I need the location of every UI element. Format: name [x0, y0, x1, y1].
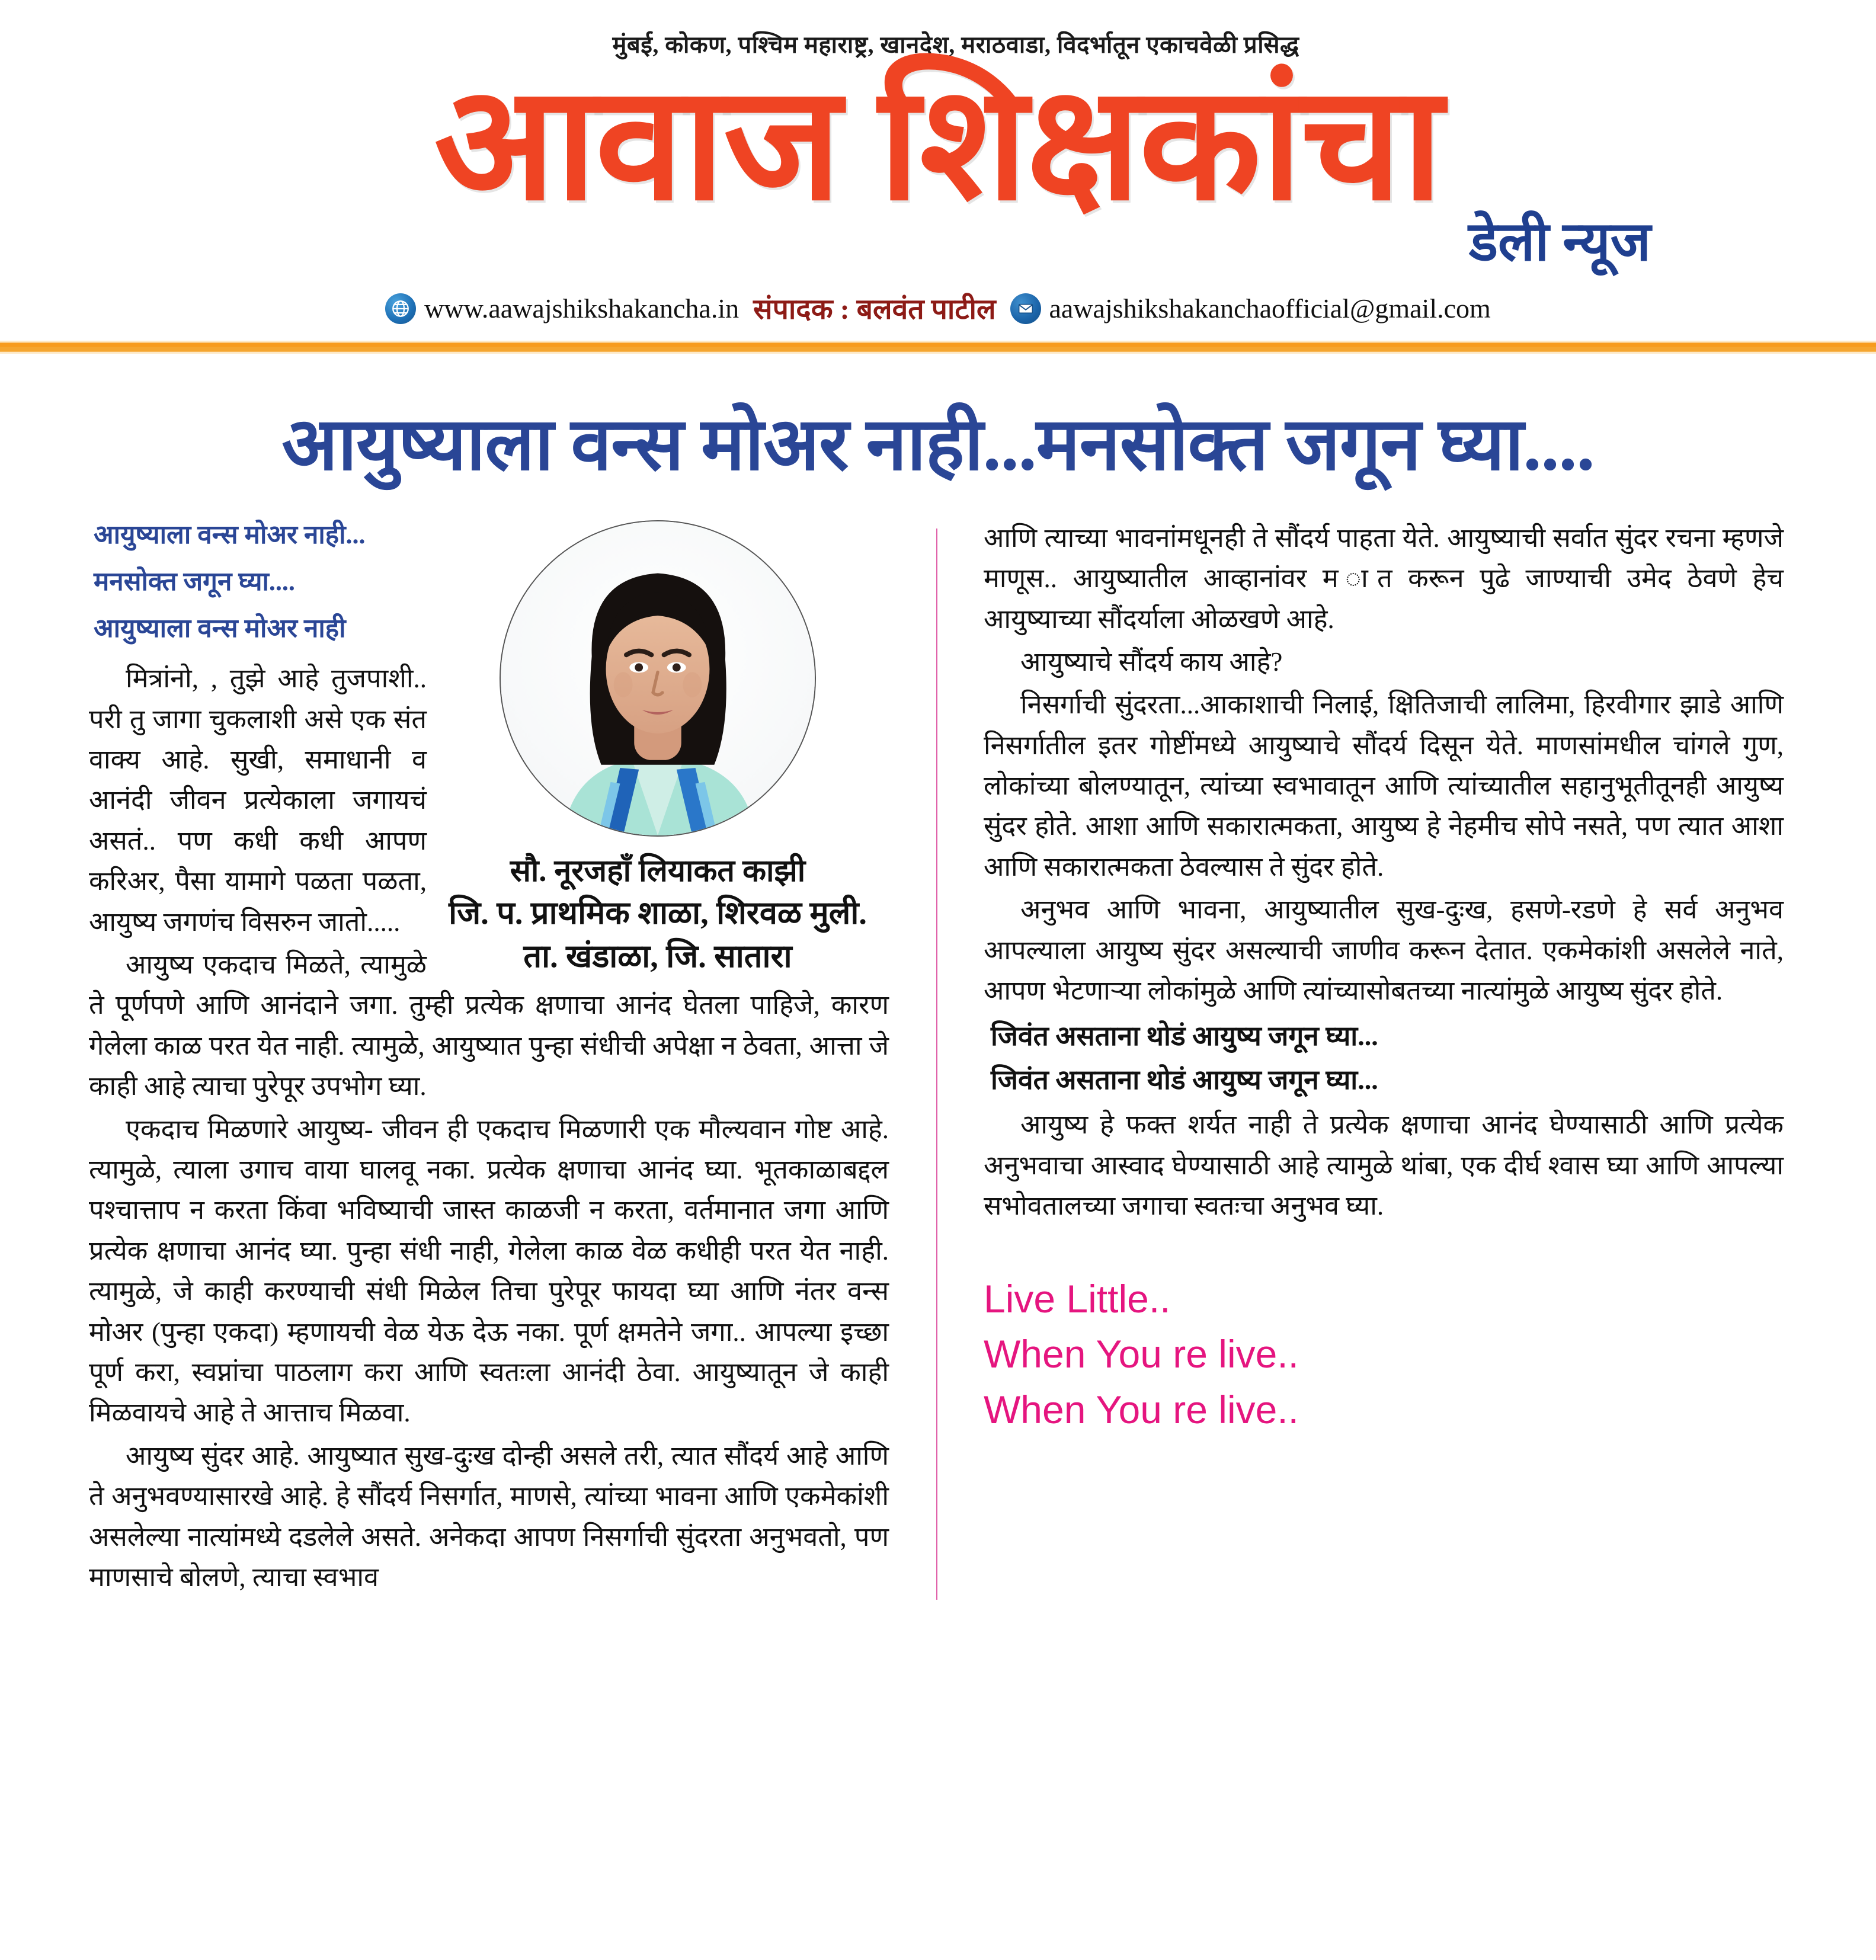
globe-icon [385, 293, 416, 324]
author-portrait [500, 520, 816, 837]
author-district: ता. खंडाळा, जि. सातारा [523, 938, 792, 974]
left-paragraph-1: मित्रांनो, , तुझे आहे तुजपाशी.. परी तु जागा चुकलाशी असे एक संत वाक्य आहे. सुखी, समाधानी व आनंदी जीवन प्रत्येकाला जगायचं असतं.. पण कधी कधी आपण करिअर, पैसा यामागे पळता पळता, आयुष्य जगणंच विसरुन जातो..... [89, 664, 427, 937]
left-paragraph-4: आयुष्य सुंदर आहे. आयुष्यात सुख-दुःख दोन्ही असले तरी, त्यात सौंदर्य आहे आणि ते अनुभवण्यासारखे आहे. हे सौंदर्य निसर्गात, माणसे, त्यांच्या भावना आणि एकमेकांशी असलेल्या नात्यांमध्ये दडलेले असते. अनेकदा आपण निसर्गाची सुंदरता अनुभवतो, पण माणसाचे बोलणे, त्याचा स्वभाव [89, 1440, 889, 1592]
article-columns [89, 518, 1787, 1600]
contact-bar [0, 289, 1876, 338]
masthead [0, 0, 1876, 338]
portrait-image [501, 521, 815, 835]
right-paragraph-3: अनुभव आणि भावना, आयुष्यातील सुख-दुःख, हसणे-रडणे हे सर्व अनुभव आपल्याला आयुष्य सुंदर असल्याची जाणीव करून देतात. एकमेकांशी असलेले नाते, आपण भेटणाऱ्या लोकांमुळे आणि त्यांच्यासोबतच्या नात्यांमुळे आयुष्य सुंदर होते. [984, 895, 1784, 1006]
article-headline: आयुष्याला वन्स मोअर नाही...मनसोक्त जगून घ्या.... [281, 404, 1595, 486]
article [0, 405, 1876, 1600]
right-question: आयुष्याचे सौंदर्य काय आहे? [1020, 646, 1283, 677]
author-photo-block [427, 518, 889, 978]
pink-line-3: When You re live.. [984, 1388, 1299, 1432]
right-paragraph-1: आणि त्याच्या भावनांमधूनही ते सौंदर्य पाहता येते. आयुष्याची सर्वात सुंदर रचना म्हणजे माणूस.. आयुष्यातील आव्हानांवर म ात करून पुढे जाण्याची उमेद ठेवणे हेच आयुष्याच्या सौंदर्याला ओळखणे आहे. [984, 523, 1784, 634]
column-gutter [889, 518, 984, 1600]
left-paragraph-3: एकदाच मिळणारे आयुष्य- जीवन ही एकदाच मिळणारी एक मौल्यवान गोष्ट आहे. त्यामुळे, त्याला उगाच वाया घालवू नका. प्रत्येक क्षणाचा आनंद घ्या. भूतकाळाबद्दल पश्चात्ताप न करता किंवा भविष्याची जास्त काळजी न करता, वर्तमानात जगा आणि प्रत्येक क्षणाचा आनंद घ्या. पुन्हा संधी नाही, गेलेला काळ वेळ कधीही परत येत नाही. त्यामुळे, जे काही करण्याची संधी मिळेल तिचा पुरेपूर फायदा घ्या आणि नंतर वन्स मोअर (पुन्हा एकदा) म्हणायची वेळ येऊ देऊ नका. पूर्ण क्षमतेने जगा.. आपल्या इच्छा पूर्ण करा, स्वप्नांचा पाठलाग करा आणि स्वतःला आनंदी ठेवा. आयुष्यातून जे काही मिळवायचे आहे ते आत्ताच मिळवा. [89, 1114, 889, 1428]
website-group[interactable] [385, 293, 739, 324]
left-subheading-2: मनसोक्त जगून घ्या.... [94, 566, 295, 596]
author-name: सौ. नूरजहाँ लियाकत काझी [510, 854, 806, 888]
right-closing-paragraph: आयुष्य हे फक्त शर्यत नाही ते प्रत्येक क्षणाचा आनंद घेण्यासाठी आणि प्रत्येक अनुभवाचा आस्वाद घेण्यासाठी आहे त्यामुळे थांबा, एक दीर्घ श्वास घ्या आणि आपल्या सभोवतालच्या जगाचा स्वतःचा अनुभव घ्या. [984, 1110, 1784, 1221]
left-subheading-1: आयुष्याला वन्स मोअर नाही... [94, 520, 366, 549]
email-group[interactable] [1010, 293, 1491, 324]
pink-quote-block [984, 1272, 1784, 1438]
masthead-tagline: मुंबई, कोकण, पश्चिम महाराष्ट्र, खानदेश, मराठवाडा, विदर्भातून एकाचवेळी प्रसिद्ध [612, 31, 1299, 58]
newspaper-subtitle: डेली न्यूज [1468, 212, 1651, 273]
right-subheading-1: जिवंत असताना थोडं आयुष्य जगून घ्या... [991, 1021, 1378, 1052]
header-divider-rule [0, 341, 1876, 354]
pink-line-2: When You re live.. [984, 1332, 1299, 1376]
newspaper-title: आवाज शिक्षकांचा [434, 56, 1442, 232]
website-url[interactable]: www.aawajshikshakancha.in [424, 293, 739, 324]
right-subheading-2: जिवंत असताना थोडं आयुष्य जगून घ्या... [991, 1065, 1378, 1096]
mail-icon [1010, 293, 1041, 324]
column-divider [936, 529, 937, 1600]
author-credit [427, 851, 889, 978]
left-column [89, 518, 889, 1600]
email-address[interactable]: aawajshikshakanchaofficial@gmail.com [1049, 293, 1491, 324]
editor-name: संपादक : बलवंत पाटील [753, 294, 996, 326]
left-subheading-3: आयुष्याला वन्स मोअर नाही [94, 614, 346, 643]
right-paragraph-2: निसर्गाची सुंदरता...आकाशाची निलाई, क्षितिजाची लालिमा, हिरवीगार झाडे आणि निसर्गातील इतर गोष्टींमध्ये आयुष्याचे सौंदर्य दिसून येते. माणसांमधील चांगले गुण, लोकांच्या बोलण्यातून, त्यांच्या स्वभावातून आणि त्यांच्यातील सहानुभूतीतूनही आयुष्य सुंदर होते. आशा आणि सकारात्मकता, आयुष्य हे नेहमीच सोपे नसते, पण त्यात आशा आणि सकारात्मकता ठेवल्यास ते सुंदर होते. [984, 690, 1784, 882]
right-column [984, 518, 1784, 1438]
left-paragraph-2: आयुष्य एकदाच मिळते, त्यामुळे ते पूर्णपणे आणि आनंदाने जगा. तुम्ही प्रत्येक क्षणाचा आनंद घेतला पाहिजे, कारण गेलेला काळ परत येत नाही. त्यामुळे, आयुष्यात पुन्हा संधीची अपेक्षा न ठेवता, आत्ता जे काही आहे त्याचा पुरेपूर उपभोग घ्या. [89, 950, 889, 1101]
author-school: जि. प. प्राथमिक शाळा, शिरवळ मुली. [449, 895, 867, 931]
pink-line-1: Live Little.. [984, 1276, 1171, 1321]
